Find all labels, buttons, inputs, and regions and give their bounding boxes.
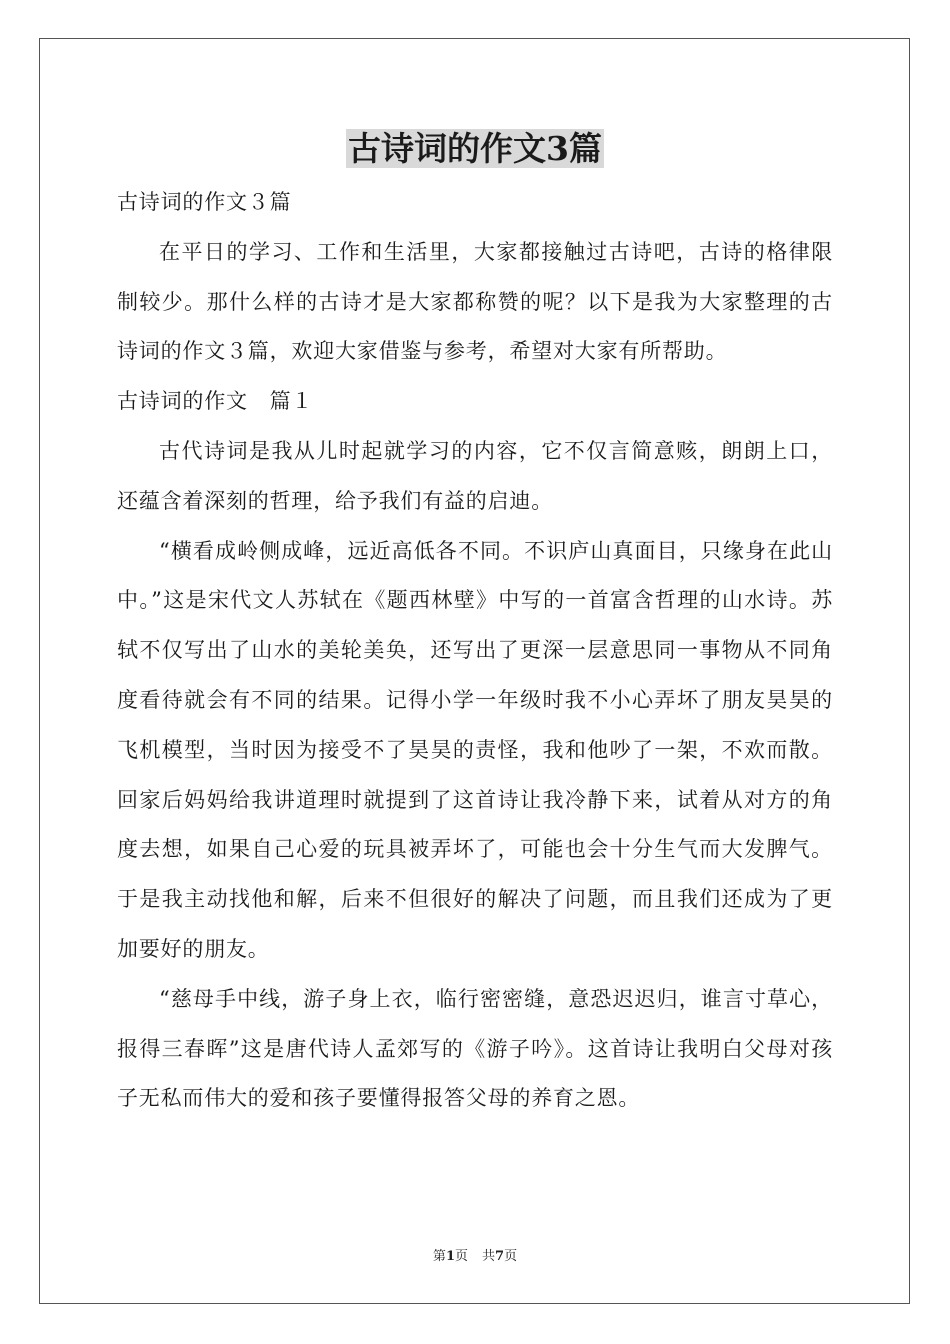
paragraph-body-3: “慈母手中线，游子身上衣，临行密密缝，意恐迟迟归，谁言寸草心，报得三春晖”这是唐代诗人孟郊写的《游子吟》。这首诗让我明白父母对孩子无私而伟大的爱和孩子要懂得报答父母的养育之恩。 — [117, 986, 833, 1111]
paragraph-body-1: 古代诗词是我从儿时起就学习的内容，它不仅言简意赅，朗朗上口，还蕴含着深刻的哲理，给予我们有益的启迪。 — [117, 438, 833, 513]
paragraph-body-2: “横看成岭侧成峰，远近高低各不同。不识庐山真面目，只缘身在此山中。”这是宋代文人苏轼在《题西林壁》中写的一首富含哲理的山水诗。苏轼不仅写出了山水的美轮美奂，还写出了更深一层意思同一事物从不同角度看待就会有不同的结果。记得小学一年级时我不小心弄坏了朋友昊昊的飞机模型，当时因为接受不了昊昊的责怪，我和他吵了一架，不欢而散。回家后妈妈给我讲道理时就提到了这首诗让我冷静下来，试着从对方的角度去想，如果自己心爱的玩具被弄坏了，可能也会十分生气而大发脾气。于是我主动找他和解，后来不但很好的解决了问题，而且我们还成为了更加要好的朋友。 — [117, 538, 833, 961]
document-body — [117, 178, 833, 1124]
paragraph-heading-2: 古诗词的作文 篇１ — [117, 389, 314, 414]
page-prefix: 第 — [432, 1249, 446, 1264]
document-title-text: 古诗词的作文3篇 — [348, 129, 602, 168]
paragraph-heading-1: 古诗词的作文３篇 — [117, 190, 292, 214]
total-suffix: 页 — [504, 1249, 518, 1264]
paragraph-intro: 在平日的学习、工作和生活里，大家都接触过古诗吧，古诗的格律限制较少。那什么样的古诗才是大家都称赞的呢？以下是我为大家整理的古诗词的作文３篇，欢迎大家借鉴与参考，希望对大家有所帮助。 — [117, 239, 833, 364]
page-total: 7 — [495, 1249, 505, 1264]
page-suffix: 页 — [454, 1249, 468, 1264]
page-current: 1 — [445, 1249, 455, 1264]
document-title — [0, 126, 950, 172]
total-prefix: 共 — [482, 1249, 496, 1264]
page-footer — [0, 1245, 950, 1264]
